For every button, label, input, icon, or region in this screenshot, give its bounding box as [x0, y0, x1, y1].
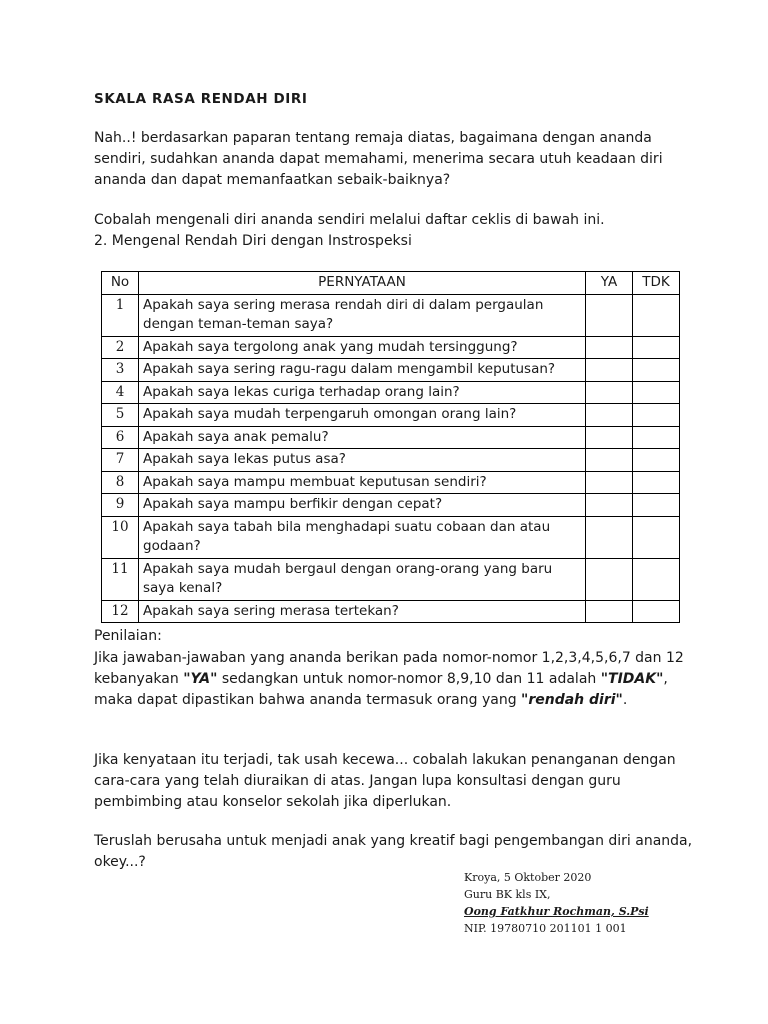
table-row — [102, 558, 680, 600]
assessment-tidak: "TIDAK" — [600, 671, 664, 687]
assessment-text-3: , maka dapat dipastikan bahwa ananda termasuk orang yang — [94, 671, 668, 708]
table-row — [102, 294, 680, 336]
row-statement: Apakah saya mudah bergaul dengan orang-orang yang baru saya kenal? — [139, 558, 586, 600]
header-ya: YA — [586, 272, 633, 295]
table-header-row — [102, 272, 680, 295]
header-statement: PERNYATAAN — [139, 272, 586, 295]
row-statement: Apakah saya sering merasa tertekan? — [139, 600, 586, 623]
row-number: 12 — [102, 600, 139, 623]
ya-checkbox-cell[interactable] — [586, 294, 633, 336]
table-row — [102, 426, 680, 449]
assessment-label: Penilaian: — [94, 628, 162, 644]
closing-paragraph: Teruslah berusaha untuk menjadi anak yang kreatif bagi pengembangan diri ananda, okey...? — [94, 833, 693, 870]
row-statement: Apakah saya tergolong anak yang mudah tersinggung? — [139, 336, 586, 359]
checklist-table — [101, 271, 680, 623]
row-number: 5 — [102, 404, 139, 427]
row-statement: Apakah saya anak pemalu? — [139, 426, 586, 449]
header-tdk: TDK — [633, 272, 680, 295]
row-statement: Apakah saya mampu berfikir dengan cepat? — [139, 494, 586, 517]
row-number: 2 — [102, 336, 139, 359]
tdk-checkbox-cell[interactable] — [633, 426, 680, 449]
table-row — [102, 359, 680, 382]
tdk-checkbox-cell[interactable] — [633, 294, 680, 336]
assessment-rendah-diri: "rendah diri" — [521, 692, 623, 708]
table-row — [102, 471, 680, 494]
signature-nip: NIP. 19780710 201101 1 001 — [464, 922, 627, 935]
row-number: 1 — [102, 294, 139, 336]
row-number: 7 — [102, 449, 139, 472]
ya-checkbox-cell[interactable] — [586, 558, 633, 600]
tdk-checkbox-cell[interactable] — [633, 336, 680, 359]
ya-checkbox-cell[interactable] — [586, 426, 633, 449]
row-statement: Apakah saya lekas putus asa? — [139, 449, 586, 472]
table-row — [102, 336, 680, 359]
assessment-ya: "YA" — [183, 671, 218, 687]
header-no: No — [102, 272, 139, 295]
section-heading: 2. Mengenal Rendah Diri dengan Instrospeksi — [94, 233, 412, 249]
ya-checkbox-cell[interactable] — [586, 381, 633, 404]
row-number: 4 — [102, 381, 139, 404]
signature-block — [464, 869, 649, 937]
table-row — [102, 449, 680, 472]
tdk-checkbox-cell[interactable] — [633, 516, 680, 558]
ya-checkbox-cell[interactable] — [586, 404, 633, 427]
tdk-checkbox-cell[interactable] — [633, 558, 680, 600]
table-row — [102, 494, 680, 517]
signature-name: Oong Fatkhur Rochman, S.Psi — [464, 905, 649, 918]
tdk-checkbox-cell[interactable] — [633, 600, 680, 623]
tdk-checkbox-cell[interactable] — [633, 359, 680, 382]
tdk-checkbox-cell[interactable] — [633, 449, 680, 472]
advice-paragraph: Jika kenyataan itu terjadi, tak usah kecewa... cobalah lakukan penanganan dengan cara-cara yang telah diuraikan di atas. Jangan lupa konsultasi dengan guru pembimbing atau konselor sekolah jika diperlukan. — [94, 752, 676, 810]
row-number: 6 — [102, 426, 139, 449]
table-row — [102, 381, 680, 404]
ya-checkbox-cell[interactable] — [586, 494, 633, 517]
ya-checkbox-cell[interactable] — [586, 471, 633, 494]
assessment-paragraph — [94, 648, 694, 711]
table-row — [102, 600, 680, 623]
tdk-checkbox-cell[interactable] — [633, 404, 680, 427]
row-number: 10 — [102, 516, 139, 558]
ya-checkbox-cell[interactable] — [586, 600, 633, 623]
row-statement: Apakah saya lekas curiga terhadap orang lain? — [139, 381, 586, 404]
tdk-checkbox-cell[interactable] — [633, 381, 680, 404]
tdk-checkbox-cell[interactable] — [633, 471, 680, 494]
row-number: 8 — [102, 471, 139, 494]
row-number: 11 — [102, 558, 139, 600]
signature-role: Guru BK kls IX, — [464, 888, 551, 901]
ya-checkbox-cell[interactable] — [586, 336, 633, 359]
tdk-checkbox-cell[interactable] — [633, 494, 680, 517]
table-row — [102, 516, 680, 558]
row-number: 9 — [102, 494, 139, 517]
row-statement: Apakah saya mudah terpengaruh omongan orang lain? — [139, 404, 586, 427]
assessment-text-2: sedangkan untuk nomor-nomor 8,9,10 dan 11 adalah — [217, 671, 601, 687]
row-number: 3 — [102, 359, 139, 382]
table-row — [102, 404, 680, 427]
row-statement: Apakah saya mampu membuat keputusan sendiri? — [139, 471, 586, 494]
assessment-text-4: . — [622, 692, 628, 708]
row-statement: Apakah saya sering ragu-ragu dalam mengambil keputusan? — [139, 359, 586, 382]
assessment-text-1: Jika jawaban-jawaban yang ananda berikan pada nomor-nomor 1,2,3,4,5,6,7 dan 12 kebanyakan — [94, 650, 684, 687]
signature-place-date: Kroya, 5 Oktober 2020 — [464, 871, 592, 884]
document-title: SKALA RASA RENDAH DIRI — [94, 91, 308, 107]
intro-paragraph: Nah..! berdasarkan paparan tentang remaja diatas, bagaimana dengan ananda sendiri, sudahkan ananda dapat memahami, menerima secara utuh keadaan diri ananda dan dapat memanfaatkan sebaik-baiknya? — [94, 130, 663, 188]
ya-checkbox-cell[interactable] — [586, 359, 633, 382]
ya-checkbox-cell[interactable] — [586, 516, 633, 558]
row-statement: Apakah saya tabah bila menghadapi suatu cobaan dan atau godaan? — [139, 516, 586, 558]
row-statement: Apakah saya sering merasa rendah diri di dalam pergaulan dengan teman-teman saya? — [139, 294, 586, 336]
instruction-paragraph: Cobalah mengenali diri ananda sendiri melalui daftar ceklis di bawah ini. — [94, 212, 605, 228]
ya-checkbox-cell[interactable] — [586, 449, 633, 472]
